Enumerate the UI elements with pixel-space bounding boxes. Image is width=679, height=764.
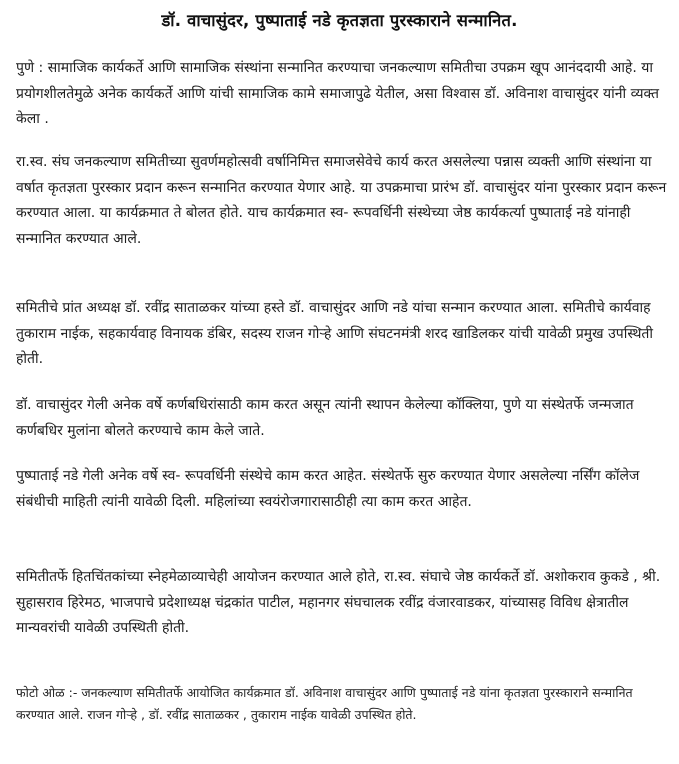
article-title: डॉ. वाचासुंदर, पुष्पाताई नडे कृतज्ञता पुरस्काराने सन्मानित. xyxy=(161,11,518,30)
paragraph-award-background: रा.स्व. संघ जनकल्याण समितीच्या सुवर्णमहोत्सवी वर्षानिमित्त समाजसेवेचे कार्य करत असलेल्या पन्नास व्यक्ती आणि संस्थांना या वर्षात कृतज्ञता पुरस्कार प्रदान करून सन्मानित करण्यात येणार आहे. या उपक्रमाचा प्रारंभ डॉ. वाचासुंदर यांना पुरस्कार प्रदान करून करण्यात आला. या कार्यक्रमात ते बोलत होते. याच कार्यक्रमात स्व- रूपवर्धिनी संस्थेच्या जेष्ठ कार्यकर्त्या पुष्पाताई नडे यांनाही सन्मानित करण्यात आले. xyxy=(16,154,667,247)
paragraph-pushpatai-work: पुष्पाताई नडे गेली अनेक वर्षे स्व- रूपवर्धिनी संस्थेचे काम करत आहेत. संस्थेतर्फे सुरु करण्यात येणार असलेल्या नर्सिंग कॉलेज संबंधीची माहिती त्यांनी यावेळी दिली. महिलांच्या स्वयंरोजगारासाठीही त्या काम करत आहेत. xyxy=(16,468,640,510)
paragraph-gathering: समितीतर्फे हितचिंतकांच्या स्नेहमेळाव्याचेही आयोजन करण्यात आले होते, रा.स्व. संघाचे जेष्ठ कार्यकर्ते डॉ. अशोकराव कुकडे , श्री. सुहासराव हिरेमठ, भाजपाचे प्रदेशाध्यक्ष चंद्रकांत पाटील, महानगर संघचालक रवींद्र वंजारवाडकर, यांच्यासह विविध क्षेत्रातील मान्यवरांची यावेळी उपस्थिती होती. xyxy=(16,569,661,636)
paragraph-felicitation: समितीचे प्रांत अध्यक्ष डॉ. रवींद्र साताळकर यांच्या हस्ते डॉ. वाचासुंदर आणि नडे यांचा सन्मान करण्यात आला. समितीचे कार्यवाह तुकाराम नाईक, सहकार्यवाह विनायक डंबिर, सदस्य राजन गोऱ्हे आणि संघटनमंत्री शरद खाडिलकर यांची यावेळी प्रमुख उपस्थिती होती. xyxy=(16,300,654,367)
paragraph-intro: पुणे : सामाजिक कार्यकर्ते आणि सामाजिक संस्थांना सन्मानित करण्याचा जनकल्याण समितीचा उपक्रम खूप आनंददायी आहे. या प्रयोगशीलतेमुळे अनेक कार्यकर्ते आणि यांची सामाजिक कामे समाजापुढे येतील, असा विश्वास डॉ. अविनाश वाचासुंदर यांनी व्यक्त केला . xyxy=(16,60,660,127)
paragraph-vachasundar-work: डॉ. वाचासुंदर गेली अनेक वर्षे कर्णबधिरांसाठी काम करत असून त्यांनी स्थापन केलेल्या कॉक्लिया, पुणे या संस्थेतर्फे जन्मजात कर्णबधिर मुलांना बोलते करण्याचे काम केले जाते. xyxy=(16,397,634,439)
photo-caption: फोटो ओळ :- जनकल्याण समितीतर्फे आयोजित कार्यक्रमात डॉ. अविनाश वाचासुंदर आणि पुष्पाताई नडे यांना कृतज्ञता पुरस्काराने सन्मानित करण्यात आले. राजन गोऱ्हे , डॉ. रवींद्र साताळकर , तुकाराम नाईक यावेळी उपस्थित होते. xyxy=(16,685,633,722)
